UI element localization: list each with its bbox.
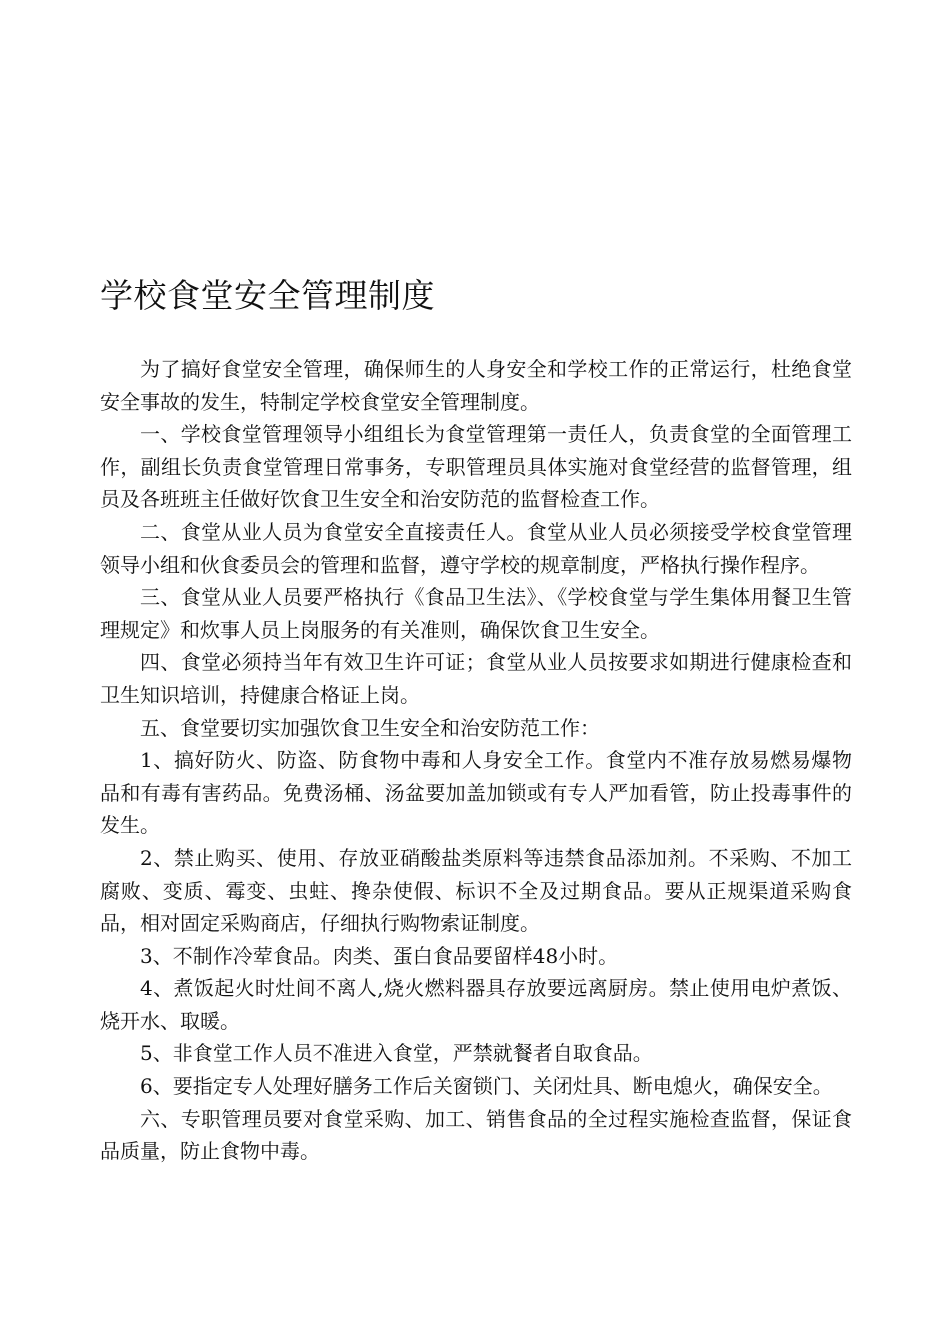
paragraph-subitem-3: 3、不制作冷荤食品。肉类、蛋白食品要留样48小时。 — [140, 943, 619, 968]
paragraph-item-3: 三、食堂从业人员要严格执行《食品卫生法》、《学校食堂与学生集体用餐卫生管理规定》和炊事人员上岗服务的有关准则，确保饮食卫生安全。 — [100, 585, 852, 642]
document-body — [100, 353, 852, 1168]
paragraph-item-2: 二、食堂从业人员为食堂安全直接责任人。食堂从业人员必须接受学校食堂管理领导小组和伙食委员会的管理和监督，遵守学校的规章制度，严格执行操作程序。 — [100, 519, 852, 577]
paragraph-subitem-2: 2、禁止购买、使用、存放亚硝酸盐类原料等违禁食品添加剂。不采购、不加工腐败、变质、霉变、虫蛀、搀杂使假、标识不全及过期食品。要从正规渠道采购食品，相对固定采购商店，仔细执行购物索证制度。 — [100, 845, 852, 936]
paragraph-subitem-1: 1、搞好防火、防盗、防食物中毒和人身安全工作。食堂内不准存放易燃易爆物品和有毒有害药品。免费汤桶、汤盆要加盖加锁或有专人严加看管，防止投毒事件的发生。 — [100, 748, 852, 838]
paragraph-item-1: 一、学校食堂管理领导小组组长为食堂管理第一责任人，负责食堂的全面管理工作，副组长负责食堂管理日常事务，专职管理员具体实施对食堂经营的监督管理，组员及各班班主任做好饮食卫生安全和治安防范的监督检查工作。 — [100, 422, 852, 512]
paragraph-intro: 为了搞好食堂安全管理，确保师生的人身安全和学校工作的正常运行，杜绝食堂安全事故的发生，特制定学校食堂安全管理制度。 — [100, 357, 852, 414]
paragraph-subitem-4: 4、煮饭起火时灶间不离人,烧火燃料器具存放要远离厨房。禁止使用电炉煮饭、烧开水、取暖。 — [100, 976, 852, 1033]
paragraph-subitem-6: 6、要指定专人处理好膳务工作后关窗锁门、关闭灶具、断电熄火，确保安全。 — [140, 1074, 833, 1099]
paragraph-item-4: 四、食堂必须持当年有效卫生许可证；食堂从业人员按要求如期进行健康检查和卫生知识培训，持健康合格证上岗。 — [100, 650, 852, 707]
paragraph-subitem-5: 5、非食堂工作人员不准进入食堂，严禁就餐者自取食品。 — [140, 1041, 653, 1066]
paragraph-item-5: 五、食堂要切实加强饮食卫生安全和治安防范工作： — [140, 715, 600, 740]
paragraph-item-6: 六、专职管理员要对食堂采购、加工、销售食品的全过程实施检查监督，保证食品质量，防止食物中毒。 — [100, 1106, 852, 1164]
document-title: 学校食堂安全管理制度 — [100, 276, 435, 315]
